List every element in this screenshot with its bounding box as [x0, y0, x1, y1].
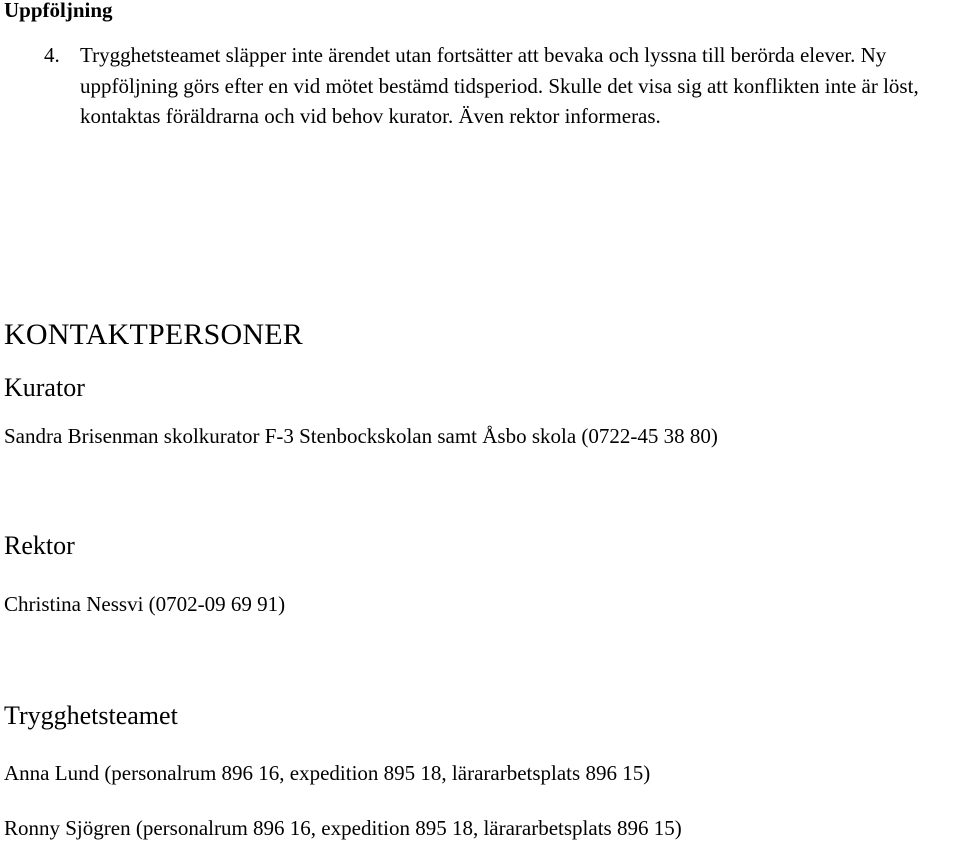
team-heading: Trygghetsteamet [4, 701, 178, 730]
team-contact-line: Ronny Sjögren (personalrum 896 16, expedition 895 18, lärararbetsplats 896 15) [4, 816, 682, 840]
rektor-heading: Rektor [4, 531, 75, 560]
contacts-title: KONTAKTPERSONER [4, 318, 303, 351]
list-item-text: Trygghetsteamet släpper inte ärendet utan fortsätter att bevaka och lyssna till berörda elever. Ny uppföljning görs efter en vid mötet bestämd tidsperiod. Skulle det visa sig att konflikten inte är löst, kontaktas föräldrarna och vid behov kurator. Även rektor informeras. [80, 43, 919, 128]
kurator-heading: Kurator [4, 373, 85, 402]
team-contact-line: Anna Lund (personalrum 896 16, expedition 895 18, lärararbetsplats 896 15) [4, 761, 651, 785]
followup-list-item [44, 40, 949, 132]
list-item-number: 4. [44, 43, 60, 67]
followup-heading: Uppföljning [4, 0, 113, 22]
kurator-contact-line: Sandra Brisenman skolkurator F-3 Stenbockskolan samt Åsbo skola (0722-45 38 80) [4, 424, 718, 448]
rektor-contact-line: Christina Nessvi (0702-09 69 91) [4, 592, 286, 616]
